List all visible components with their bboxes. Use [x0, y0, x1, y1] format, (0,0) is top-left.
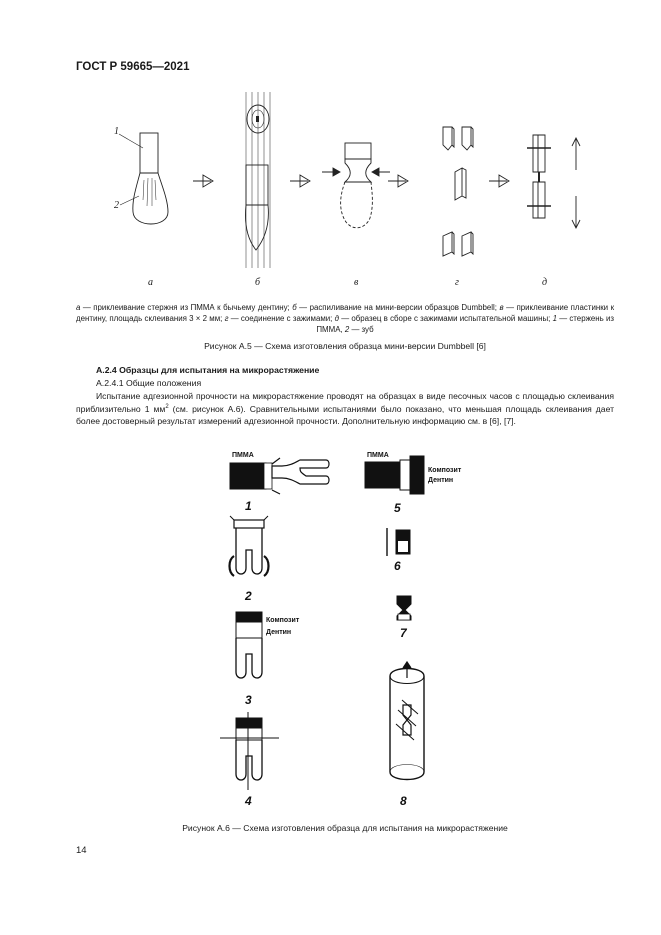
panel-label-a: а [148, 277, 153, 288]
page-number: 14 [76, 845, 87, 856]
section-heading: А.2.4 Образцы для испытания на микрорастяжение [96, 365, 320, 375]
label-pmma-1: ПММА [232, 452, 254, 459]
legend-part: д [334, 314, 339, 323]
callout-1: 1 [114, 126, 119, 137]
legend-part: 2 [344, 325, 350, 334]
body-paragraph: Испытание адгезионной прочности на микрорастяжение проводят на образцах в виде песочных часов с площадью склеивания приблизительно 1 $мм^2$ (см. рисунок А.6). Сравнительными испытаниями было показано, что меньшая площадь склеивания дает более достоверный результат измерений адгезионной прочности. Дополнительную информацию см. в [6], [7]. [76, 391, 615, 427]
legend-part: — стержень из ПММА, [316, 314, 614, 334]
superscript: 2 [165, 403, 169, 410]
label-dentin-3: Дентин [266, 629, 292, 636]
panel-label-c: в [354, 277, 359, 288]
step-number-7: 7 [400, 626, 407, 640]
step-number-2: 2 [245, 589, 252, 603]
label-dentin-5: Дентин [428, 477, 454, 484]
legend-part: — образец в сборе с зажимами испытательной машины; [339, 314, 553, 323]
legend-part: в [499, 303, 504, 312]
step-number-6: 6 [394, 559, 401, 573]
legend-part: а [76, 303, 81, 312]
legend-part: — приклеивание пластинки к дентину, площадь склеивания 3 × 2 мм; [76, 303, 615, 323]
standard-header: ГОСТ Р 59665—2021 [76, 61, 190, 73]
step-number-3: 3 [245, 693, 252, 707]
legend-part: — зуб [349, 325, 374, 334]
label-pmma-5: ПММА [367, 452, 389, 459]
figure-a5-caption: Рисунок А.5 — Схема изготовления образца мини-версии Dumbbell [6] [204, 341, 486, 351]
step-number-5: 5 [394, 501, 401, 515]
step-number-1: 1 [245, 499, 252, 513]
step-number-8: 8 [400, 794, 407, 808]
callout-2: 2 [114, 200, 119, 211]
panel-label-e: д [542, 277, 548, 288]
legend-part: — приклеивание стержня из ПММА к бычьему дентину; [80, 303, 293, 312]
panel-label-d: г [455, 277, 459, 288]
legend-part: б [292, 303, 297, 312]
section-subheading: А.2.4.1 Общие положения [96, 378, 202, 388]
legend-part: 1 [552, 314, 557, 323]
figure-a6-caption: Рисунок А.6 — Схема изготовления образца для испытания на микрорастяжение [182, 823, 508, 833]
legend-part: г [224, 314, 229, 323]
legend-part: — распиливание на мини-версии образцов Dumbbell; [296, 303, 500, 312]
legend-part: — соединение с зажимами; [228, 314, 335, 323]
label-composite-3: Композит [266, 617, 300, 624]
label-composite-5: Композит [428, 467, 462, 474]
panel-label-b: б [255, 277, 261, 288]
step-number-4: 4 [245, 794, 252, 808]
